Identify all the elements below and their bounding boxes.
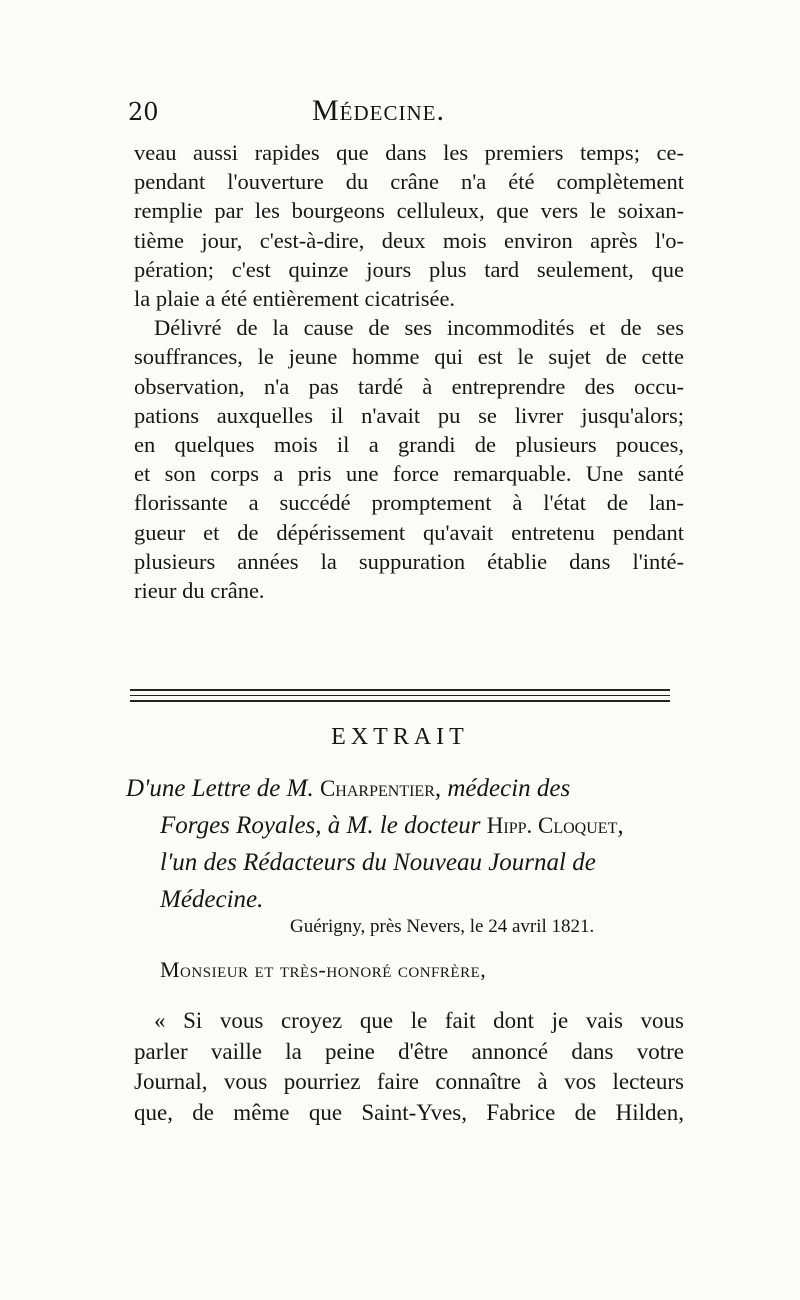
text-line: plusieurs années la suppuration établie dans l'inté- [134, 548, 684, 574]
text-line: tième jour, c'est-à-dire, deux mois environ après l'o- [134, 227, 684, 253]
author-name: Charpentier [319, 776, 435, 801]
running-title: Médecine. [312, 94, 445, 127]
text-line: remplie par les bourgeons celluleux, que vers le soixan- [134, 198, 684, 224]
text-line: observation, n'a pas tardé à entreprendre des occu- [134, 373, 684, 399]
salutation: Monsieur et très-honoré confrère, [160, 957, 487, 982]
paragraph-continuation [134, 138, 684, 605]
subtitle-line [126, 807, 686, 844]
text-line: pendant l'ouverture du crâne n'a été complètement [134, 169, 684, 195]
text-line: et son corps a pris une force remarquable. Une santé [134, 461, 684, 487]
text-line: veau aussi rapides que dans les premiers temps; ce- [134, 140, 684, 165]
running-header [128, 94, 688, 134]
subtitle-text: D'une Lettre de M. [126, 775, 320, 802]
subtitle-line [126, 770, 686, 807]
subtitle-line: l'un des Rédacteurs du Nouveau Journal de [160, 849, 596, 876]
text-line: rieur du crâne. [134, 578, 265, 604]
text-line: florissante a succédé promptement à l'état de lan- [134, 490, 684, 516]
section-divider [130, 695, 670, 696]
subtitle-text: , médecin des [434, 775, 571, 802]
text-line: « Si vous croyez que le fait dont je vais vous [154, 1008, 684, 1033]
place-date: Guérigny, près Nevers, le 24 avril 1821. [290, 916, 595, 937]
text-line: que, de même que Saint-Yves, Fabrice de Hilden, [134, 1099, 684, 1125]
text-line: souffrances, le jeune homme qui est le sujet de cette [134, 344, 684, 370]
text-line: la plaie a été entièrement cicatrisée. [134, 286, 456, 312]
letter-body [134, 1006, 684, 1128]
section-heading: EXTRAIT [331, 724, 469, 750]
text-line: Journal, vous pourriez faire connaître à vos lecteurs [134, 1069, 684, 1094]
recipient-name: Hipp. Cloquet [486, 813, 618, 838]
text-line: pations auxquelles il n'avait pu se livrer jusqu'alors; [134, 402, 684, 428]
text-line: gueur et de dépérissement qu'avait entretenu pendant [134, 519, 684, 545]
text-line: en quelques mois il a grandi de plusieurs pouces, [134, 432, 684, 458]
text-line: Délivré de la cause de ses incommodités et de ses [154, 315, 684, 341]
subtitle-line: Médecine. [160, 886, 264, 913]
text-line: pération; c'est quinze jours plus tard seulement, que [134, 256, 684, 282]
letter-subtitle [126, 770, 686, 918]
subtitle-text: , [617, 812, 624, 839]
text-line: parler vaille la peine d'être annoncé dans votre [134, 1038, 684, 1064]
section-divider [130, 689, 670, 691]
page-number: 20 [128, 98, 159, 126]
section-divider [130, 700, 670, 702]
subtitle-text: Forges Royales, à M. le docteur [160, 812, 487, 839]
